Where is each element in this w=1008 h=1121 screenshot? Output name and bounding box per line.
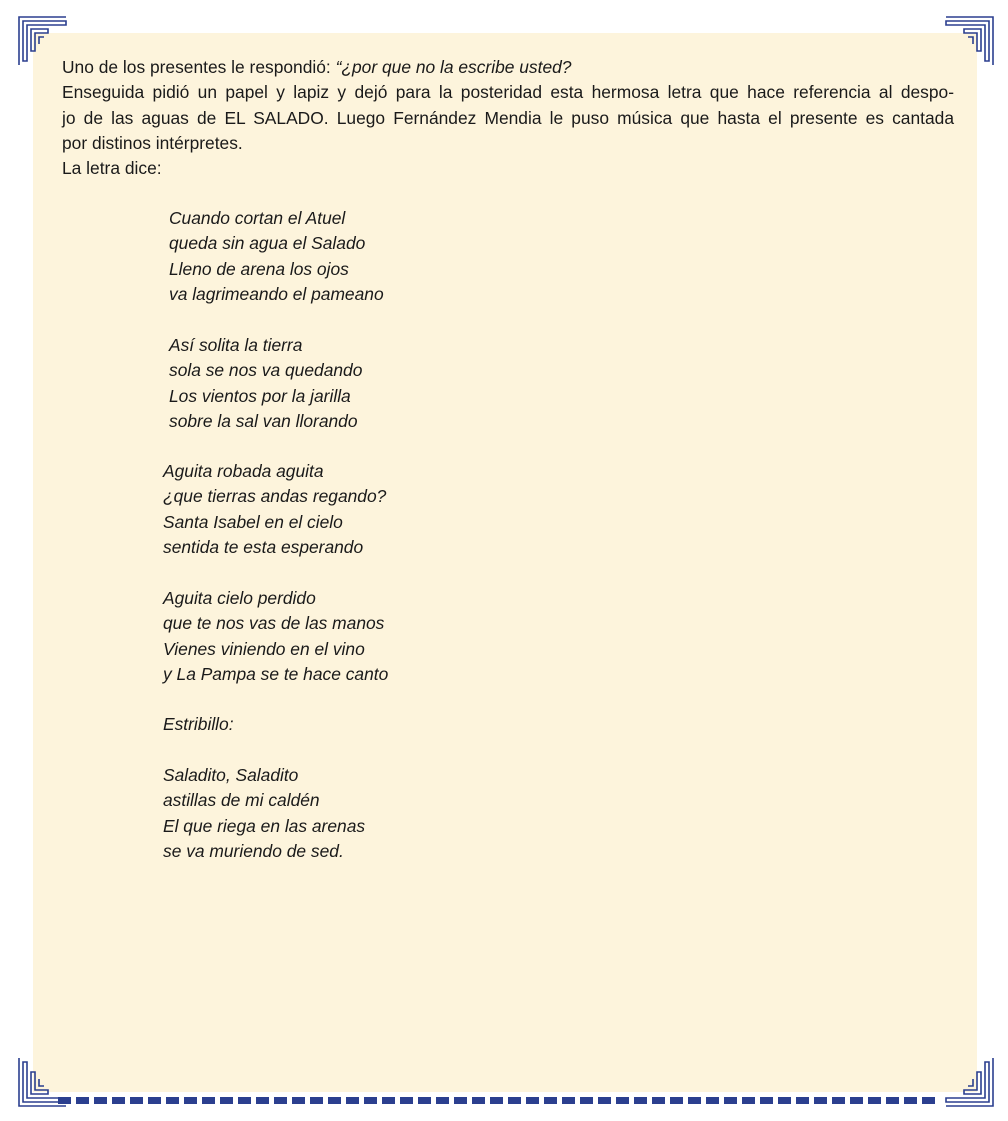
intro-text [62,55,954,181]
verse-line: Aguita cielo perdido [163,588,316,608]
verse-line: Estribillo: [163,714,234,734]
verse-line: va lagrimeando el pameano [169,283,384,304]
verse-line: Así solita la tierra [169,335,303,355]
verse-line: sentida te esta esperando [163,536,364,557]
stanza-3 [163,459,386,560]
verse-line: Vienes viniendo en el vino [163,638,365,659]
verse-line: Cuando cortan el Atuel [169,208,346,228]
letra-dice-label: La letra dice: [62,158,162,179]
verse-line: El que riega en las arenas [163,815,366,836]
paragraph-line: por distinos intérpretes. [62,132,243,153]
verse-line: Aguita robada aguita [163,461,324,481]
estribillo-label [163,712,234,737]
verse-line: ¿que tierras andas regando? [163,486,387,507]
verse-line: Los vientos por la jarilla [169,385,351,406]
paragraph-line: Enseguida pidió un papel y lapiz y dejó para la posteridad esta hermosa letra que hace referencia al despo- [62,82,954,103]
stanza-chorus [163,763,365,864]
verse-line: Lleno de arena los ojos [169,258,349,279]
verse-line: que te nos vas de las manos [163,613,385,634]
page-panel [33,33,977,1092]
intro-line-1 [62,55,954,80]
intro-quote: “¿por que no la escribe usted? [335,57,572,77]
intro-prefix: Uno de los presentes le respondió: [62,57,336,77]
corner-ornament-top-left [18,16,68,66]
paragraph-line: jo de las aguas de EL SALADO. Luego Fernández Mendia le puso música que hasta el presente es cantada [62,107,954,128]
verse-line: astillas de mi caldén [163,790,320,811]
verse-line: sobre la sal van llorando [169,410,358,431]
verse-line: y La Pampa se te hace canto [163,663,389,684]
stanza-4 [163,586,388,687]
bottom-dashed-border [58,1097,938,1104]
verse-line: sola se nos va quedando [169,360,363,381]
verse-line: Santa Isabel en el cielo [163,511,343,532]
verse-line: se va muriendo de sed. [163,840,344,861]
verse-line: Saladito, Saladito [163,765,299,785]
stanza-1 [169,206,384,307]
verse-line: queda sin agua el Salado [169,233,366,254]
stanza-2 [169,333,362,434]
corner-ornament-bottom-right [944,1057,994,1107]
